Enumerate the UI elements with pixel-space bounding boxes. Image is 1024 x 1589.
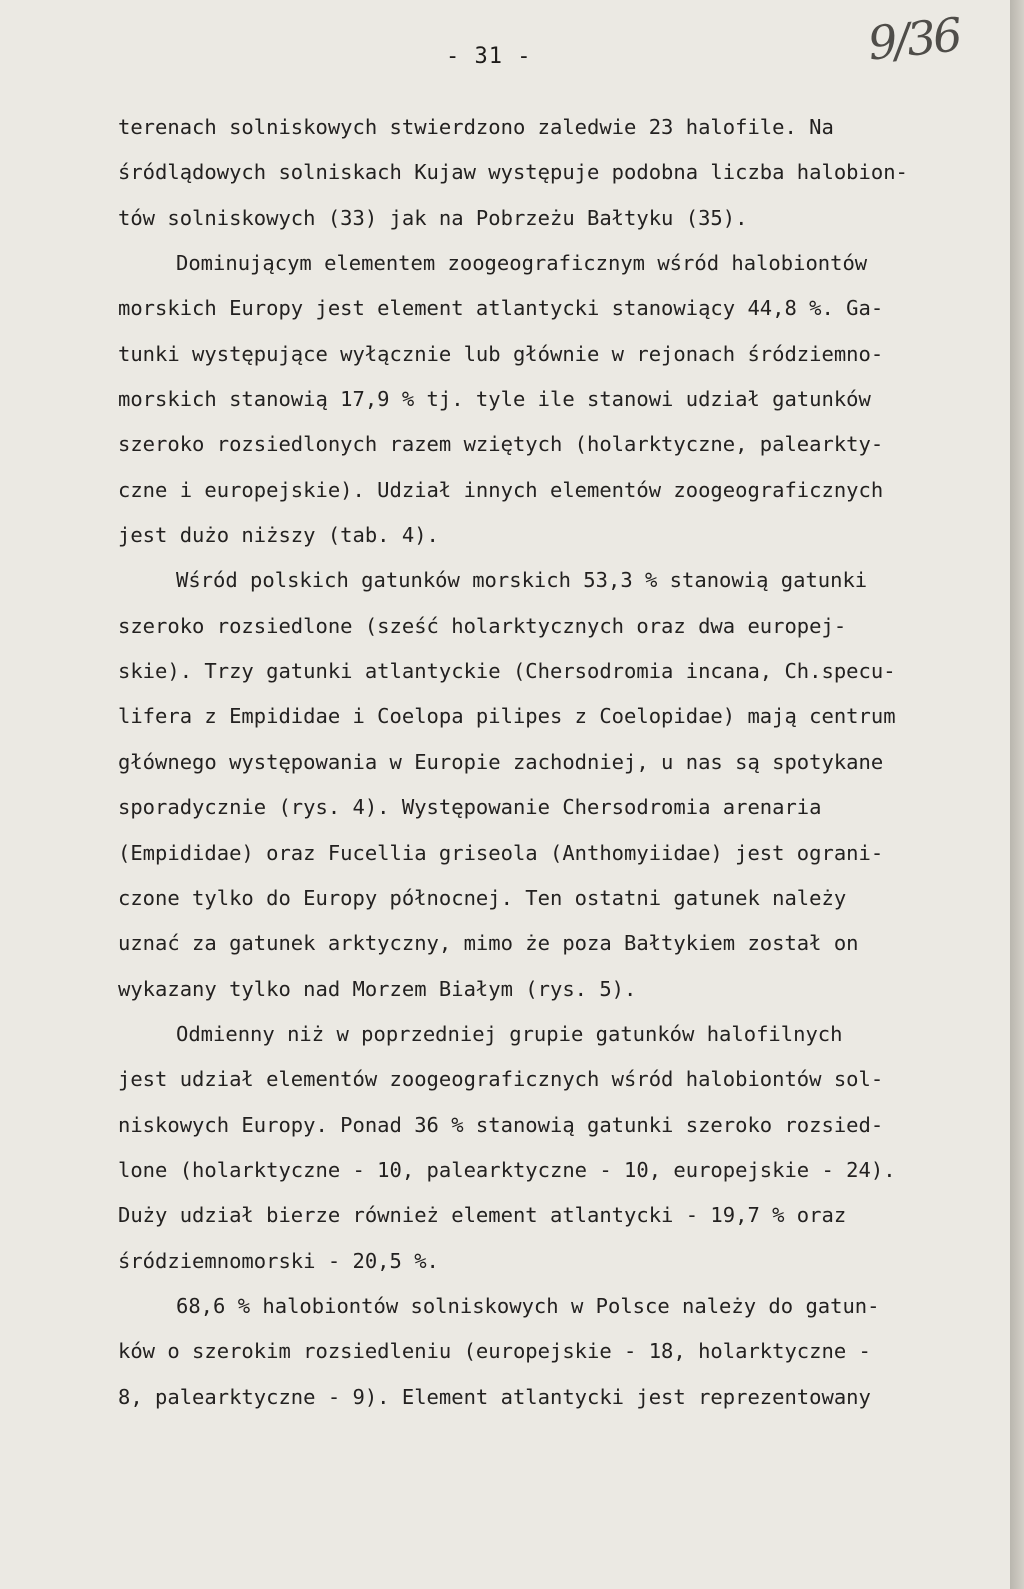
text-line: uznać za gatunek arktyczny, mimo że poza Bałtykiem został on <box>118 931 859 956</box>
text-line: jest udział elementów zoogeograficznych wśród halobiontów sol- <box>118 1067 884 1092</box>
text-line: wykazany tylko nad Morzem Białym (rys. 5). <box>118 976 637 1001</box>
text-line: morskich Europy jest element atlantycki stanowiący 44,8 %. Ga- <box>118 296 884 321</box>
text-line: lone (holarktyczne - 10, palearktyczne - 10, europejskie - 24). <box>118 1157 896 1182</box>
text-line: czne i europejskie). Udział innych elementów zoogeograficznych <box>118 477 884 502</box>
text-line: morskich stanowią 17,9 % tj. tyle ile stanowi udział gatunków <box>118 387 871 412</box>
body-text <box>118 112 998 1427</box>
text-line: Duży udział bierze również element atlantycki - 19,7 % oraz <box>118 1203 847 1228</box>
text-line: czone tylko do Europy północnej. Ten ostatni gatunek należy <box>118 885 847 910</box>
text-line: sporadycznie (rys. 4). Występowanie Chersodromia arenaria <box>118 795 822 820</box>
handwritten-annotation: 9/36 <box>865 7 962 71</box>
text-line: niskowych Europy. Ponad 36 % stanowią gatunki szeroko rozsied- <box>118 1112 884 1137</box>
text-line: Odmienny niż w poprzedniej grupie gatunków halofilnych <box>176 1021 843 1046</box>
text-line: 8, palearktyczne - 9). Element atlantycki jest reprezentowany <box>118 1384 871 1409</box>
page-edge <box>1010 0 1024 1589</box>
text-line: głównego występowania w Europie zachodniej, u nas są spotykane <box>118 749 884 774</box>
text-line: tów solniskowych (33) jak na Pobrzeżu Bałtyku (35). <box>118 205 748 230</box>
text-line: lifera z Empididae i Coelopa pilipes z Coelopidae) mają centrum <box>118 704 896 729</box>
text-line: jest dużo niższy (tab. 4). <box>118 523 439 548</box>
text-line: śródlądowych solniskach Kujaw występuje podobna liczba halobion- <box>118 160 908 185</box>
text-line: (Empididae) oraz Fucellia griseola (Anthomyiidae) jest ograni- <box>118 840 884 865</box>
text-line: szeroko rozsiedlonych razem wziętych (holarktyczne, palearkty- <box>118 432 884 457</box>
text-line: skie). Trzy gatunki atlantyckie (Chersodromia incana, Ch.specu- <box>118 659 896 684</box>
text-line: ków o szerokim rozsiedleniu (europejskie - 18, holarktyczne - <box>118 1339 871 1364</box>
text-line: terenach solniskowych stwierdzono zaledwie 23 halofile. Na <box>118 115 834 139</box>
text-line: szeroko rozsiedlone (sześć holarktycznych oraz dwa europej- <box>118 613 847 638</box>
text-line: tunki występujące wyłącznie lub głównie w rejonach śródziemno- <box>118 341 884 366</box>
text-line: Dominującym elementem zoogeograficznym wśród halobiontów <box>176 251 868 276</box>
text-line: 68,6 % halobiontów solniskowych w Polsce należy do gatun- <box>176 1293 880 1318</box>
text-line: śródziemnomorski - 20,5 %. <box>118 1248 439 1273</box>
text-line: Wśród polskich gatunków morskich 53,3 % stanowią gatunki <box>176 568 868 593</box>
page-number: - 31 - <box>446 44 532 69</box>
